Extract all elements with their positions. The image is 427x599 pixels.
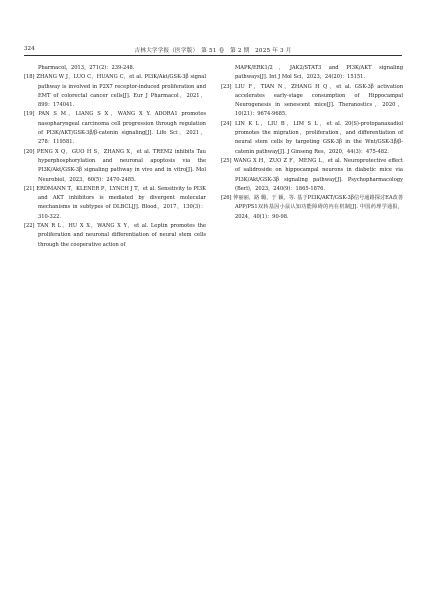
header-rule — [24, 55, 402, 56]
reference-25: [25] WANG X H，ZUO Z F，MENG L，et al. Neuroprotective effect of salidroside on hippocampal neurons in diabetic mice via PI3K/Akt/GSK-3β signaling pathway[J]. Psychopharmacology (Berl)，2023，240(9)：1865-1876. — [221, 157, 403, 192]
reference-19: [19] PAN S M，LIANG S X，WANG X Y. ADORA1 promotes nasopharyngeal carcinoma cell progression through regulation of PI3K/AKT/GSK-3β/β-catenin signaling[J]. Life Sci，2021，278：119581. — [24, 111, 206, 146]
right-column — [221, 64, 403, 250]
reference-22: [22] TAN R L，HU X X，WANG X Y，et al. Leptin promotes the proliferation and neuronal differentiation of neural stem cells through the cooperative action of — [24, 223, 206, 248]
journal-title: 吉林大学学报（医学版） 第 51 卷 第 2 期 2025 年 3 月 — [134, 48, 292, 54]
reference-24: [24] LIN K L，LIU B，LIM S L，et al. 20(S)-protopanaxadiol promotes the migration，proliferation，and differentiation of neural stem cells by targeting GSK-3β in the Wnt/GSK-3β/β-catenin pathway[J]. J Ginseng Res，2020，44(3)：475-482. — [221, 120, 403, 155]
page-number: 324 — [24, 46, 35, 52]
reference-20: [20] PENG X Q，GUO H S，ZHANG X，et al. TREM2 inhibits Tau hyperphosphorylation and neuronal apoptosis via the PI3K/Akt/GSK-3β signaling pathway in vivo and in vitro[J]. Mol Neurobiol，2023，60(5)：2470-2485. — [24, 148, 206, 183]
reference-26: [26] 仲丽丽，路 璐，于 颖，等. 基于PI3K/AKT/GSK-3β信号通路探讨EA改善APP/PS1双转基因小鼠认知功能障碍的内在机制[J]. 中国药理学通报，2024，40(1)：90-98. — [221, 195, 403, 220]
reference-continuation: MAPK/ERK1/2，JAK2/STAT3 and PI3K/AKT signaling pathways[J]. Int J Mol Sci，2023，24(20)：15151. — [235, 65, 403, 81]
running-header — [20, 34, 406, 56]
left-column — [24, 64, 206, 250]
reference-continuation: Pharmacol，2013，271(2)：239-248. — [38, 65, 135, 71]
reference-columns — [24, 64, 403, 250]
reference-18: [18] ZHANG W J，LUO C，HUANG C，et al. PI3K/Akt/GSK-3β signal pathway is involved in P2X7 receptor-induced proliferation and EMT of colorectal cancer cells[J]. Eur J Pharmacol，2021，899：174041. — [24, 74, 206, 109]
reference-21: [21] ERDMANN T，KLENER P，LYNCH J T，et al. Sensitivity to PI3K and AKT inhibitors is mediated by divergent molecular mechanisms in subtypes of DLBCL[J]. Blood，2017，130(3)：310-322. — [24, 185, 206, 220]
reference-23: [23] LIU F，TIAN N，ZHANG H Q，et al. GSK-3β activation accelerates early-stage consumption of Hippocampal Neurogenesis in senescent mice[J]. Theranostics，2020，10(21)：9674-9685. — [221, 83, 403, 118]
